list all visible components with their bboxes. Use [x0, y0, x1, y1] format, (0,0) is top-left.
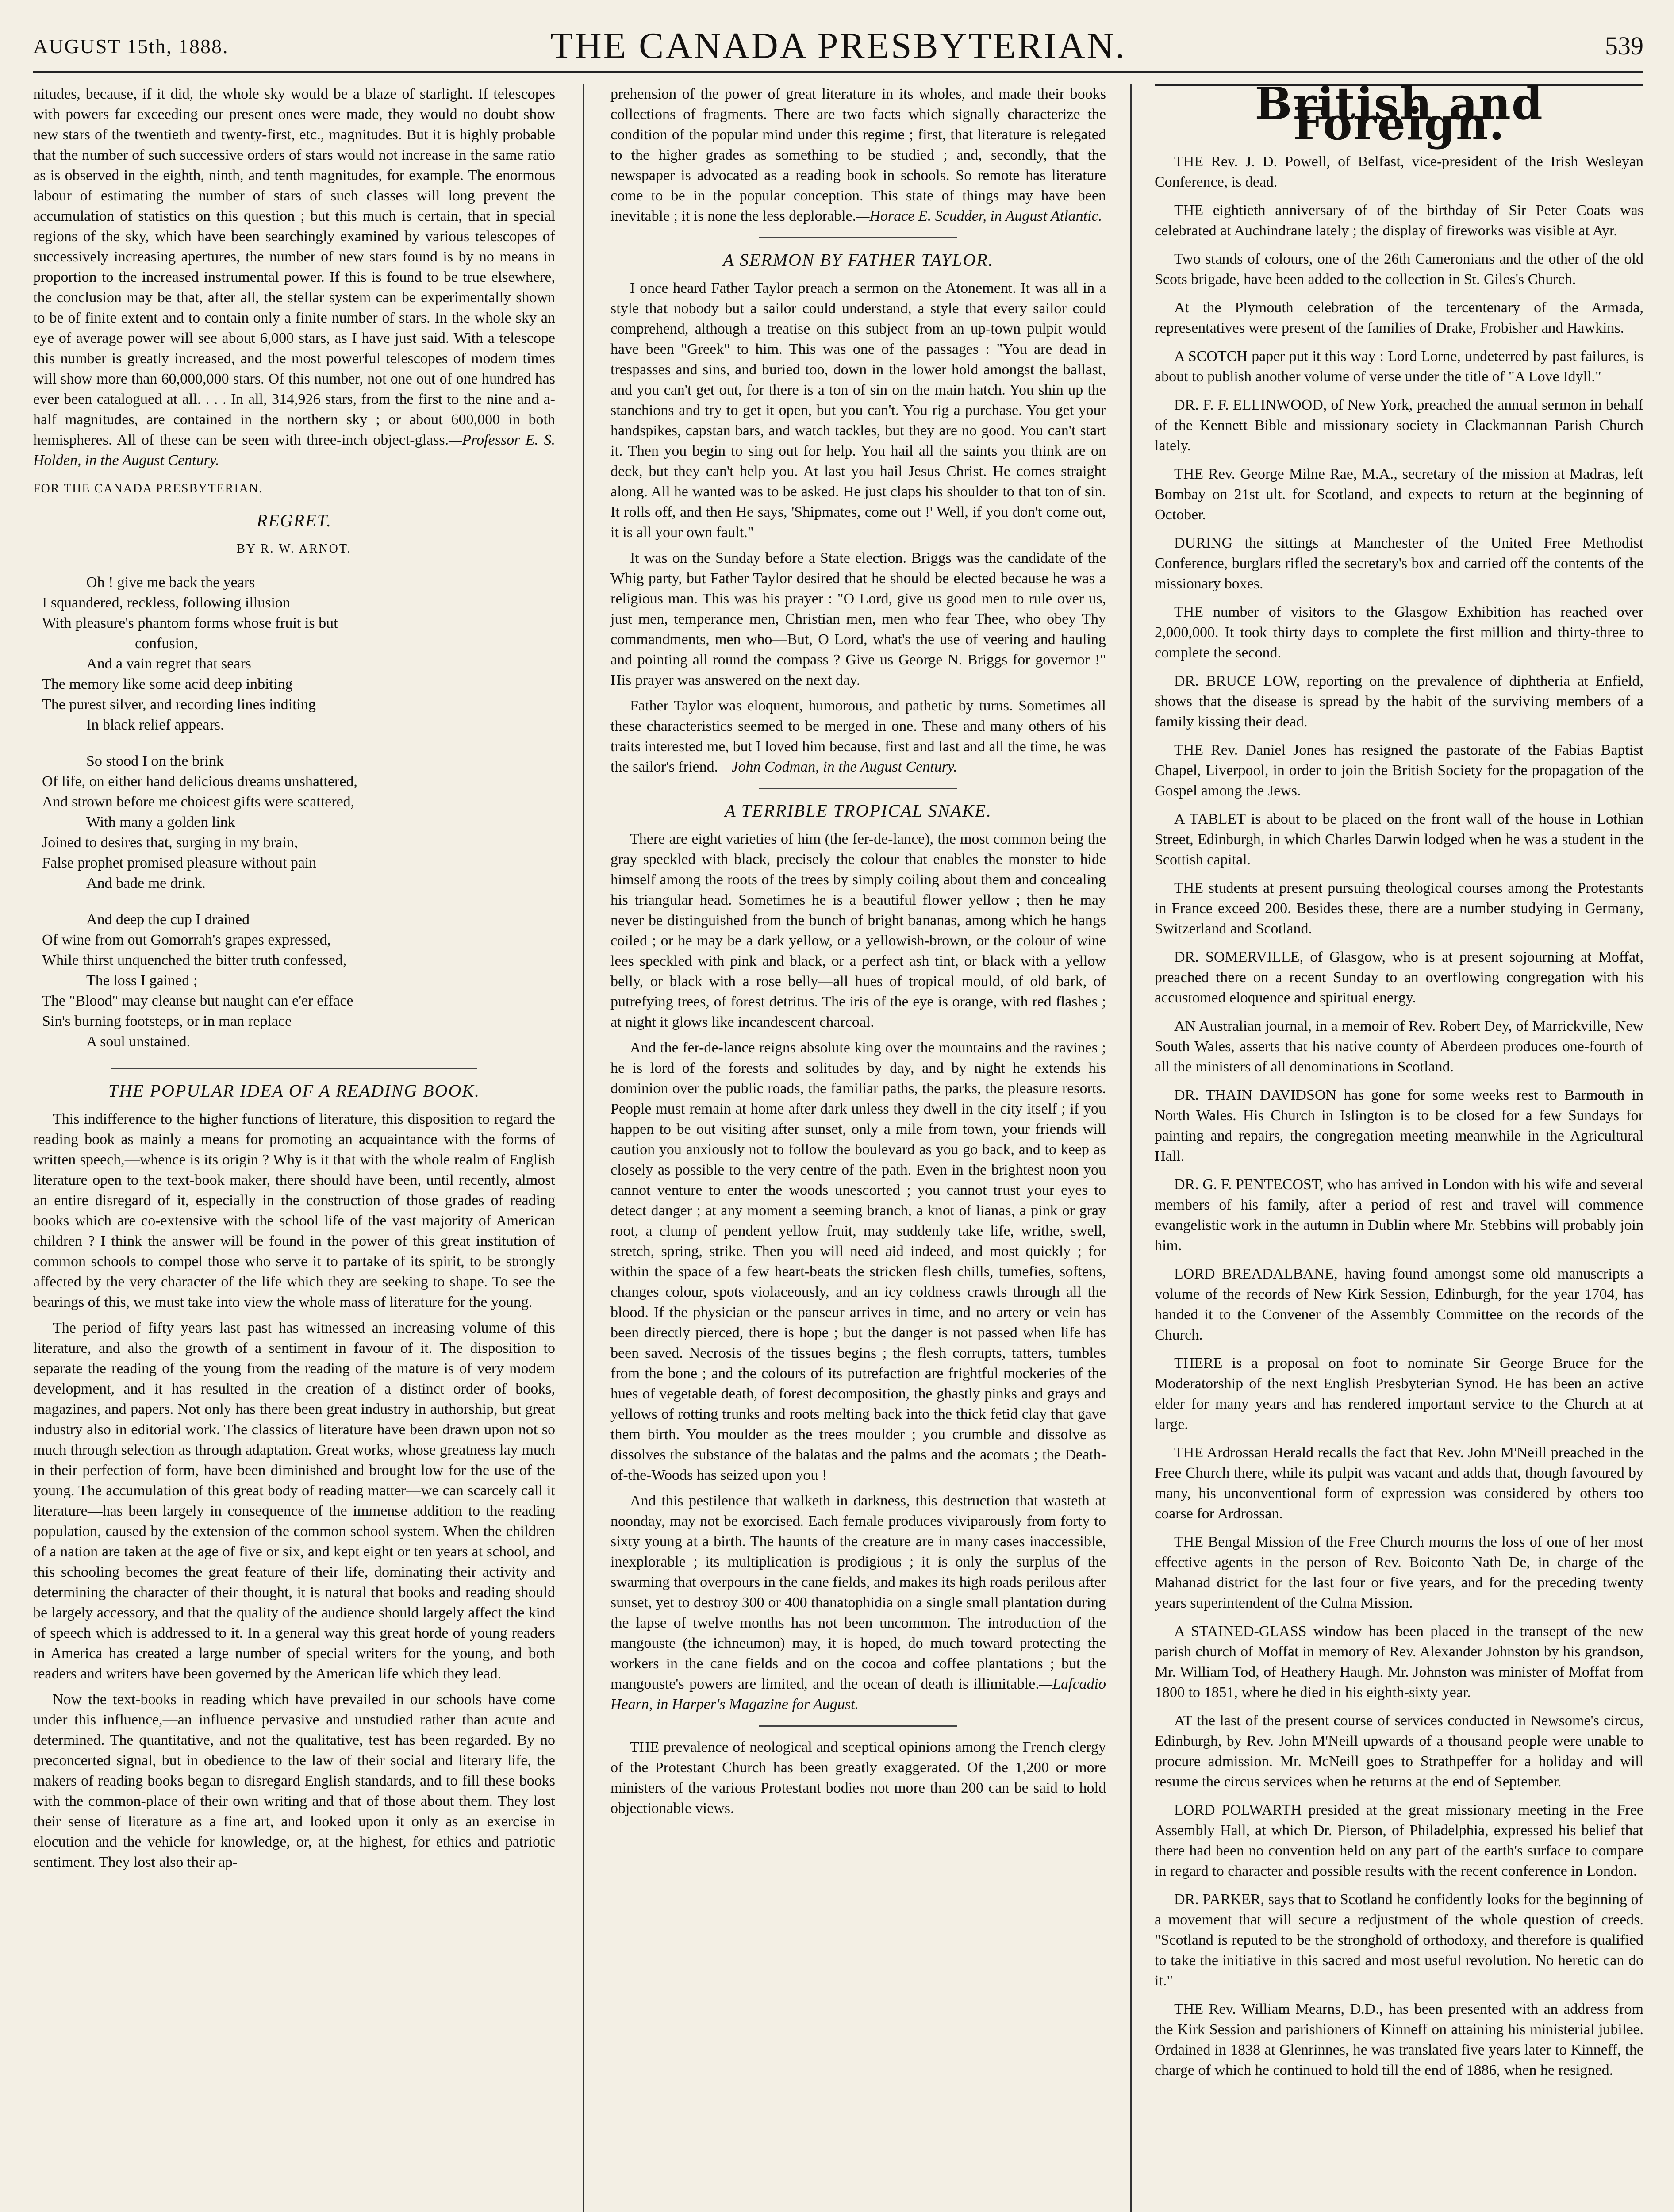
page-number: 539	[1605, 31, 1643, 60]
news-note: LORD BREADALBANE, having found amongst some old manuscripts a volume of the records of New Kirk Session, Edinburgh, for the year 1704, has handed it to the Convener of the Assembly Committee on the records of the Church.	[1155, 1266, 1643, 1343]
reading-book-paragraph-4: prehension of the power of great literature in its wholes, and made their books collections of fragments. There are two facts which signally characterize the condition of the popular mind under this regime ; first, that literature is relegated to the higher grades as something to be studied ; and, secondly, that the newspaper is advocated as a reading book in schools. So remote has literature come to be in the popular conception. This state of things may have been inevitable ; it is none the less deplorable.—Horace E. Scudder, in August Atlantic.	[610, 86, 1106, 224]
issue-date: AUGUST 15th, 1888.	[33, 35, 229, 58]
poem-line: confusion,	[135, 635, 198, 652]
news-note: AN Australian journal, in a memoir of Rev. Robert Dey, of Marrickville, New South Wales, asserts that his native county of Aberdeen produces one-fourth of all the ministers of all denominations in Scotland.	[1155, 1018, 1643, 1075]
poem-line: And bade me drink.	[86, 875, 206, 891]
british-foreign-title: British and Foreign.	[1255, 84, 1543, 150]
poem-line: I squandered, reckless, following illusion	[42, 595, 290, 611]
snake-credit: —Lafcadio Hearn, in Harper's Magazine for August.	[610, 1676, 1106, 1713]
sermon-paragraph-3: Father Taylor was eloquent, humorous, and pathetic by turns. Sometimes all these characteristics seemed to be merged in one. These and many others of his traits interested me, but I loved him because, first and last and all the time, he was the sailor's friend.—John Codman, in the August Century.	[610, 698, 1106, 775]
sermon-title: A SERMON BY FATHER TAYLOR.	[723, 250, 994, 270]
news-note: Two stands of colours, one of the 26th Cameronians and the other of the old Scots brigade, have been added to the collection in St. Giles's Church.	[1155, 251, 1643, 288]
poem-line: And deep the cup I drained	[86, 911, 250, 928]
poem-line: False prophet promised pleasure without pain	[42, 855, 317, 871]
sermon-paragraph-1: I once heard Father Taylor preach a sermon on the Atonement. It was all in a style that nobody but a sailor could understand, a style that every sailor could comprehend, although a treatise on this subject from an up-town pulpit would have been "Greek" to him. This was one of the passages : "You are dead in trespasses and sins, and buried too, down in the lower hold amongst the ballast, and you can't get out, for there is a ton of sin on the main hatch. You shin up the stanchions and try to get it open, but you can't. You rig a purchase. You get your handspikes, capstan bars, and watch tackles, but they are no good. You can't start it. Then you begin to sing out for help. You hail all the saints you think are on deck, but they can't help you. At last you hail Jesus Christ. He comes straight along. All he wanted was to be asked. He just claps his shoulder to that ton of sin. It rolls off, and then He says, 'Shipmates, come out !' Well, if you don't come out, it is all your own fault."	[610, 280, 1106, 541]
news-note: DR. G. F. PENTECOST, who has arrived in London with his wife and several members of his family, after a period of rest and travel will commence evangelistic work in the autumn in Dublin where Mr. Stebbins will probably join him.	[1155, 1176, 1643, 1254]
news-note: A TABLET is about to be placed on the front wall of the house in Lothian Street, Edinburgh, in which Charles Darwin lodged when he was a student in the Scottish capital.	[1155, 811, 1643, 868]
column-2	[610, 84, 1106, 2212]
sermon-paragraph-2: It was on the Sunday before a State election. Briggs was the candidate of the Whig party, but Father Taylor desired that he should be elected because he was a religious man. This was his prayer : "O Lord, give us good men to rule over us, just men, temperance men, Christian men, men who fear Thee, who obey Thy commandments, men who—But, O Lord, what's the use of veering and hauling and pointing all round the compass ? Give us George N. Briggs for governor !" His prayer was answered on the next day.	[610, 550, 1106, 688]
poem-line: While thirst unquenched the bitter truth confessed,	[42, 952, 347, 968]
news-note: DURING the sittings at Manchester of the United Free Methodist Conference, burglars rifled the secretary's box and carried off the contents of the missionary boxes.	[1155, 535, 1643, 592]
section-divider	[111, 1068, 477, 1069]
news-note: THE students at present pursuing theological courses among the Protestants in France exceed 200. Besides these, there are a number studying in Germany, Switzerland and Scotland.	[1155, 880, 1643, 937]
poem-line: And a vain regret that sears	[86, 656, 251, 672]
news-note: THE Rev. William Mearns, D.D., has been presented with an address from the Kirk Session and parishioners of Kinneff on attaining his ministerial jubilee. Ordained in 1838 at Glenrinnes, he was translated five years later to Kinneff, the charge of which he continued to hold till the end of 1886, when he resigned.	[1155, 2001, 1643, 2078]
news-note: DR. F. F. ELLINWOOD, of New York, preached the annual sermon in behalf of the Kennett Bible and missionary society in Clackmannan Parish Church lately.	[1155, 397, 1643, 454]
news-note: DR. PARKER, says that to Scotland he confidently looks for the beginning of a movement that will secure a redjustment of the whole question of creeds. "Scotland is reputed to be the stronghold of orthodoxy, and therefore is qualified to take the initiative in this sacred and most useful revolution. No heretic can do it."	[1155, 1891, 1643, 1989]
reading-book-paragraph-2: The period of fifty years last past has witnessed an increasing volume of this literature, and also the growth of a sentiment in favour of it. The disposition to separate the reading of the young from the reading of the mature is of very modern development, and it has resulted in the creation of a distinct order of books, magazines, and papers. Not only has there been great industry in authorship, but great industry also in editorial work. The classics of literature have been drawn upon not so much through selection as through adaptation. Great works, whose greatness lay much in their perfection of form, have been diminished and brought low for the use of the young. The accumulation of this great body of reading matter—we can scarcely call it literature—has been largely in consequence of the immense addition to the reading population, caused by the extension of the common school system. When the children of a nation are taken at the age of five or six, and kept eight or ten years at school, and this schooling becomes the great feature of their life, dominating their activity and determining the character of their thought, it is natural that books and reading should be largely accessory, and that the quality of the audience should largely affect the kind of speech which is addressed to it. In a general way this great horde of young readers in America has created a large number of special writers for the young, and both readers and writers have been governed by the American life which they lead.	[33, 1320, 555, 1682]
poem-line: Sin's burning footsteps, or in man replace	[42, 1013, 292, 1029]
column-rule-left	[583, 84, 584, 2212]
column-1	[33, 84, 555, 2212]
poem-stanza-2	[33, 751, 555, 894]
news-note: DR. THAIN DAVIDSON has gone for some weeks rest to Barmouth in North Wales. His Church in Islington is to be closed for a few Sundays for painting and repairs, the congregation meeting meanwhile in the Agricultural Hall.	[1155, 1087, 1643, 1164]
news-note: DR. SOMERVILLE, of Glasgow, who is at present sojourning at Moffat, preached there on a recent Sunday to an overflowing congregation with his accustomed eloquence and spiritual energy.	[1155, 949, 1643, 1006]
news-note: A STAINED-GLASS window has been placed in the transept of the new parish church of Moffat in memory of Rev. Alexander Johnston by his grandson, Mr. William Tod, of Heathery Haugh. Mr. Johnston was minister of Moffat from 1800 to 1851, where he died in his eighth-sixty year.	[1155, 1623, 1643, 1701]
poem-line: Joined to desires that, surging in my brain,	[42, 834, 298, 851]
reading-book-paragraph-1: This indifference to the higher functions of literature, this disposition to regard the reading book as mainly a means for promoting an acquaintance with the forms of written speech,—whence is its origin ? Why is it that with the whole realm of English literature open to the text-book maker, there should have been, until recently, almost an entire disregard of it, especially in the construction of those grades of reading books which are co-extensive with the school life of the vast majority of American children ? I think the answer will be found in the power of this great institution of common schools to compel those who serve it to partake of its spirit, to be strongly affected by the very character of the life which they are seeking to shape. To see the bearings of this, we must take into view the whole mass of literature for the young.	[33, 1111, 555, 1310]
sermon-credit: —John Codman, in the August Century.	[718, 759, 957, 775]
poem-line: The loss I gained ;	[86, 972, 198, 989]
poem-line: Oh ! give me back the years	[86, 574, 255, 591]
poem-line: The memory like some acid deep inbiting	[42, 676, 293, 692]
news-note: At the Plymouth celebration of the tercentenary of the Armada, representatives were present of the families of Drake, Frobisher and Hawkins.	[1155, 300, 1643, 336]
news-note: THE Rev. Daniel Jones has resigned the pastorate of the Fabias Baptist Chapel, Liverpool, in order to join the British Society for the propagation of the Gospel among the Jews.	[1155, 742, 1643, 799]
news-note: THE Bengal Mission of the Free Church mourns the loss of one of her most effective agents in the person of Rev. Boiconto Nath De, in charge of the Mahanad district for the last four or five years, and for the preceding twenty years superintendent of the Culna Mission.	[1155, 1534, 1643, 1611]
snake-paragraph-1: There are eight varieties of him (the fer-de-lance), the most common being the gray speckled with black, precisely the colour that enables the monster to hide himself among the roots of the trees by simply coiling about them and concealing his triangular head. Sometimes he is a beautiful flower yellow ; then he may never be distinguished from the bunch of bright bananas, among which he hangs coiled ; or he may be a dark yellow, or a yellowish-brown, or the colour of wine lees speckled with pink and black, or a perfect ash tint, or black with a yellow belly, or black with a rose belly—all hues of tropical mould, of old bark, of putrefying trees, of forest detritus. The iris of the eye is orange, with red flashes ; at night it glows like incandescent charcoal.	[610, 831, 1106, 1030]
british-foreign-header	[1155, 84, 1643, 150]
section-divider	[759, 1725, 957, 1727]
section-divider	[759, 237, 957, 238]
snake-paragraph-3: And this pestilence that walketh in darkness, this destruction that wasteth at noonday, may not be exorcised. Each female produces viviparously from forty to sixty young at a birth. The haunts of the creature are in many cases inaccessible, inexplorable ; its multiplication is prodigious ; it is only the surplus of the swarming that overpours in the cane fields, and makes its high roads perilous after sunset, yet to destroy 300 or 400 thanatophidia on a single small plantation during the lapse of twelve months has not been uncommon. The introduction of the mangouste (the ichneumon) may, it is hoped, do much toward protecting the workers in the cane fields and on the cocoa and coffee plantations ; but the mangouste's powers are limited, and the ocean of death is illimitable.—Lafcadio Hearn, in Harper's Magazine for August.	[610, 1493, 1106, 1713]
news-note: LORD POLWARTH presided at the great missionary meeting in the Free Assembly Hall, at which Dr. Pierson, of Philadelphia, expressed his belief that there had been no convention held on any part of the earth's surface to compare in regard to character and possible results with the recent conference in London.	[1155, 1802, 1643, 1879]
news-note: THE Rev. J. D. Powell, of Belfast, vice-president of the Irish Wesleyan Conference, is dead.	[1155, 154, 1643, 190]
news-note: THE eightieth anniversary of of the birthday of Sir Peter Coats was celebrated at Auchindrane lately ; the display of fireworks was visible at Ayr.	[1155, 202, 1643, 239]
for-line: FOR THE CANADA PRESBYTERIAN.	[33, 482, 263, 495]
masthead	[33, 18, 1643, 73]
news-note: A SCOTCH paper put it this way : Lord Lorne, undeterred by past failures, is about to publish another volume of verse under the title of "A Love Idyll."	[1155, 348, 1643, 385]
news-note: THE Ardrossan Herald recalls the fact that Rev. John M'Neill preached in the Free Church there, while its pulpit was vacant and adds that, though favoured by many, his unconventional form of expression was considered by others too coarse for Ardrossan.	[1155, 1444, 1643, 1522]
poem-regret	[33, 572, 555, 1052]
article-stars-text: nitudes, because, if it did, the whole sky would be a blaze of starlight. If telescopes with powers far exceeding our present ones were made, they would no doubt show new stars of the twentieth and twenty-first, etc., magnitudes. But it is highly probable that the number of such successive orders of stars would not increase in the same ratio as is observed in the eighth, ninth, and tenth magnitudes, for example. The enormous labour of estimating the number of stars of such classes will long prevent the accumulation of statistics on this question ; but this much is certain, that in special regions of the sky, which have been searchingly examined by various telescopes of successively increasing apertures, the number of new stars found is by no means in proportion to the increased instrumental power. If this is found to be true elsewhere, the conclusion may be that, after all, the stellar system can be experimentally shown to be of finite extent and to contain only a finite number of stars. In the whole sky an eye of average power will see about 6,000 stars, as I have just said. With a telescope this number is greatly increased, and the most powerful telescopes of modern times will show more than 60,000,000 stars. Of this number, not one out of one hundred has ever been catalogued at all. . . . In all, 314,926 stars, from the first to the nine and a-half magnitudes, are contained in the northern sky ; or about 600,000 in both hemispheres. All of these can be seen with three-inch object-glass.—Professor E. S. Holden, in the August Century.	[33, 86, 555, 469]
reading-book-title: THE POPULAR IDEA OF A READING BOOK.	[108, 1081, 480, 1101]
column-rule-right	[1130, 84, 1132, 2212]
news-note: THERE is a proposal on foot to nominate Sir George Bruce for the Moderatorship of the next English Presbyterian Synod. He has been an active elder for many years and has rendered important service to the Church at at large.	[1155, 1355, 1643, 1432]
news-note: DR. BRUCE LOW, reporting on the prevalence of diphtheria at Enfield, shows that the disease is spread by the habit of the surviving members of a family kissing their dead.	[1155, 673, 1643, 730]
poem-line: The purest silver, and recording lines inditing	[42, 696, 316, 713]
poem-line: Of wine from out Gomorrah's grapes expressed,	[42, 932, 331, 948]
snake-title: A TERRIBLE TROPICAL SNAKE.	[725, 801, 992, 821]
news-note: THE number of visitors to the Glasgow Exhibition has reached over 2,000,000. It took thirty days to complete the first million and thirty-three to complete the second.	[1155, 604, 1643, 661]
poem-line: A soul unstained.	[86, 1033, 191, 1050]
newspaper-title: THE CANADA PRESBYTERIAN.	[550, 25, 1127, 66]
news-note: AT the last of the present course of services conducted in Newsome's circus, Edinburgh, by Rev. John M'Neill upwards of a thousand people were unable to procure admission. Mr. McNeill goes to Strathpeffer for a holiday and will resume the circus services when he returns at the end of September.	[1155, 1713, 1643, 1790]
poem-line: The "Blood" may cleanse but naught can e'er efface	[42, 993, 353, 1009]
neological-paragraph: THE prevalence of neological and sceptical opinions among the French clergy of the Protestant Church has been greatly exaggerated. Of the 1,200 or more ministers of the various Protestant bodies not more than 200 can be said to hold objectionable views.	[610, 1739, 1106, 1816]
news-note: THE Rev. George Milne Rae, M.A., secretary of the mission at Madras, left Bombay on 21st ult. for Scotland, and expects to return at the beginning of October.	[1155, 466, 1643, 523]
poem-line: And strown before me choicest gifts were scattered,	[42, 794, 355, 810]
british-foreign-notes	[1155, 152, 1643, 2081]
snake-paragraph-2: And the fer-de-lance reigns absolute king over the mountains and the ravines ; he is lord of the forests and solitudes by day, and by night he extends his dominion over the public roads, the familiar paths, the parks, the pleasure resorts. People must remain at home after dark unless they dwell in the city itself ; if you happen to be out visiting after sunset, only a mile from town, your friends will caution you anxiously not to follow the boulevard as you go back, and to keep as closely as possible to the very centre of the path. Even in the brightest noon you cannot venture to enter the woods unescorted ; you cannot trust your eyes to detect danger ; at any moment a seeming branch, a knot of lianas, a pink or gray root, a clump of pendent yellow fruit, may suddenly take life, writhe, swell, stretch, spring, strike. Then you will need aid indeed, and most quickly ; for within the space of a few heart-beats the stricken flesh chills, tumefies, softens, changes colour, spots violaceously, and an icy coldness crawls through all the blood. If the physician or the panseur arrives in time, and no artery or vein has been directly pierced, there is hope ; but the danger is not passed when life has been saved. Necrosis of the tissues begins ; the flesh corrupts, tatters, tumbles from the bone ; and the colours of its putrefaction are frightful mockeries of the hues of vegetable death, of forest decomposition, the ghastly pinks and grays and yellows of rotting trunks and roots melting back into the thick fetid clay that gave them birth. You moulder as the trees moulder ; you crumble and dissolve as dissolves the substance of the balatas and the palms and the acomats ; the Death-of-the-Woods has seized upon you !	[610, 1040, 1106, 1483]
poem-line: In black relief appears.	[86, 717, 224, 733]
poem-stanza-3	[33, 910, 555, 1052]
poem-line: Of life, on either hand delicious dreams unshattered,	[42, 773, 357, 790]
article-stars-credit: —Professor E. S. Holden, in the August Century.	[33, 432, 555, 469]
poem-line: With pleasure's phantom forms whose fruit is but	[42, 615, 338, 631]
poem-stanza-1	[33, 572, 555, 735]
column-3	[1155, 84, 1643, 2212]
poem-line: With many a golden link	[86, 814, 235, 830]
poem-title: REGRET.	[257, 511, 332, 530]
reading-book-paragraph-3: Now the text-books in reading which have prevailed in our schools have come under this influence,—an influence pervasive and unstudied rather than acute and determined. The quantitative, and not the qualitative, test has been regarded. By no preconcerted signal, but in obedience to the law of their social and literary life, the makers of reading books began to disregard English standards, and to fill these books with the common-place of their own writing and that of those about them. They lost their sense of literature as a fine art, and looked upon it only as an exercise in elocution and the vehicle for knowledge, or, at the highest, for ethics and patriotic sentiment. They lost also their ap-	[33, 1691, 555, 1870]
poem-byline: BY R. W. ARNOT.	[237, 542, 352, 556]
reading-book-credit: —Horace E. Scudder, in August Atlantic.	[856, 208, 1102, 224]
poem-line: So stood I on the brink	[86, 753, 224, 769]
section-divider	[759, 788, 957, 789]
